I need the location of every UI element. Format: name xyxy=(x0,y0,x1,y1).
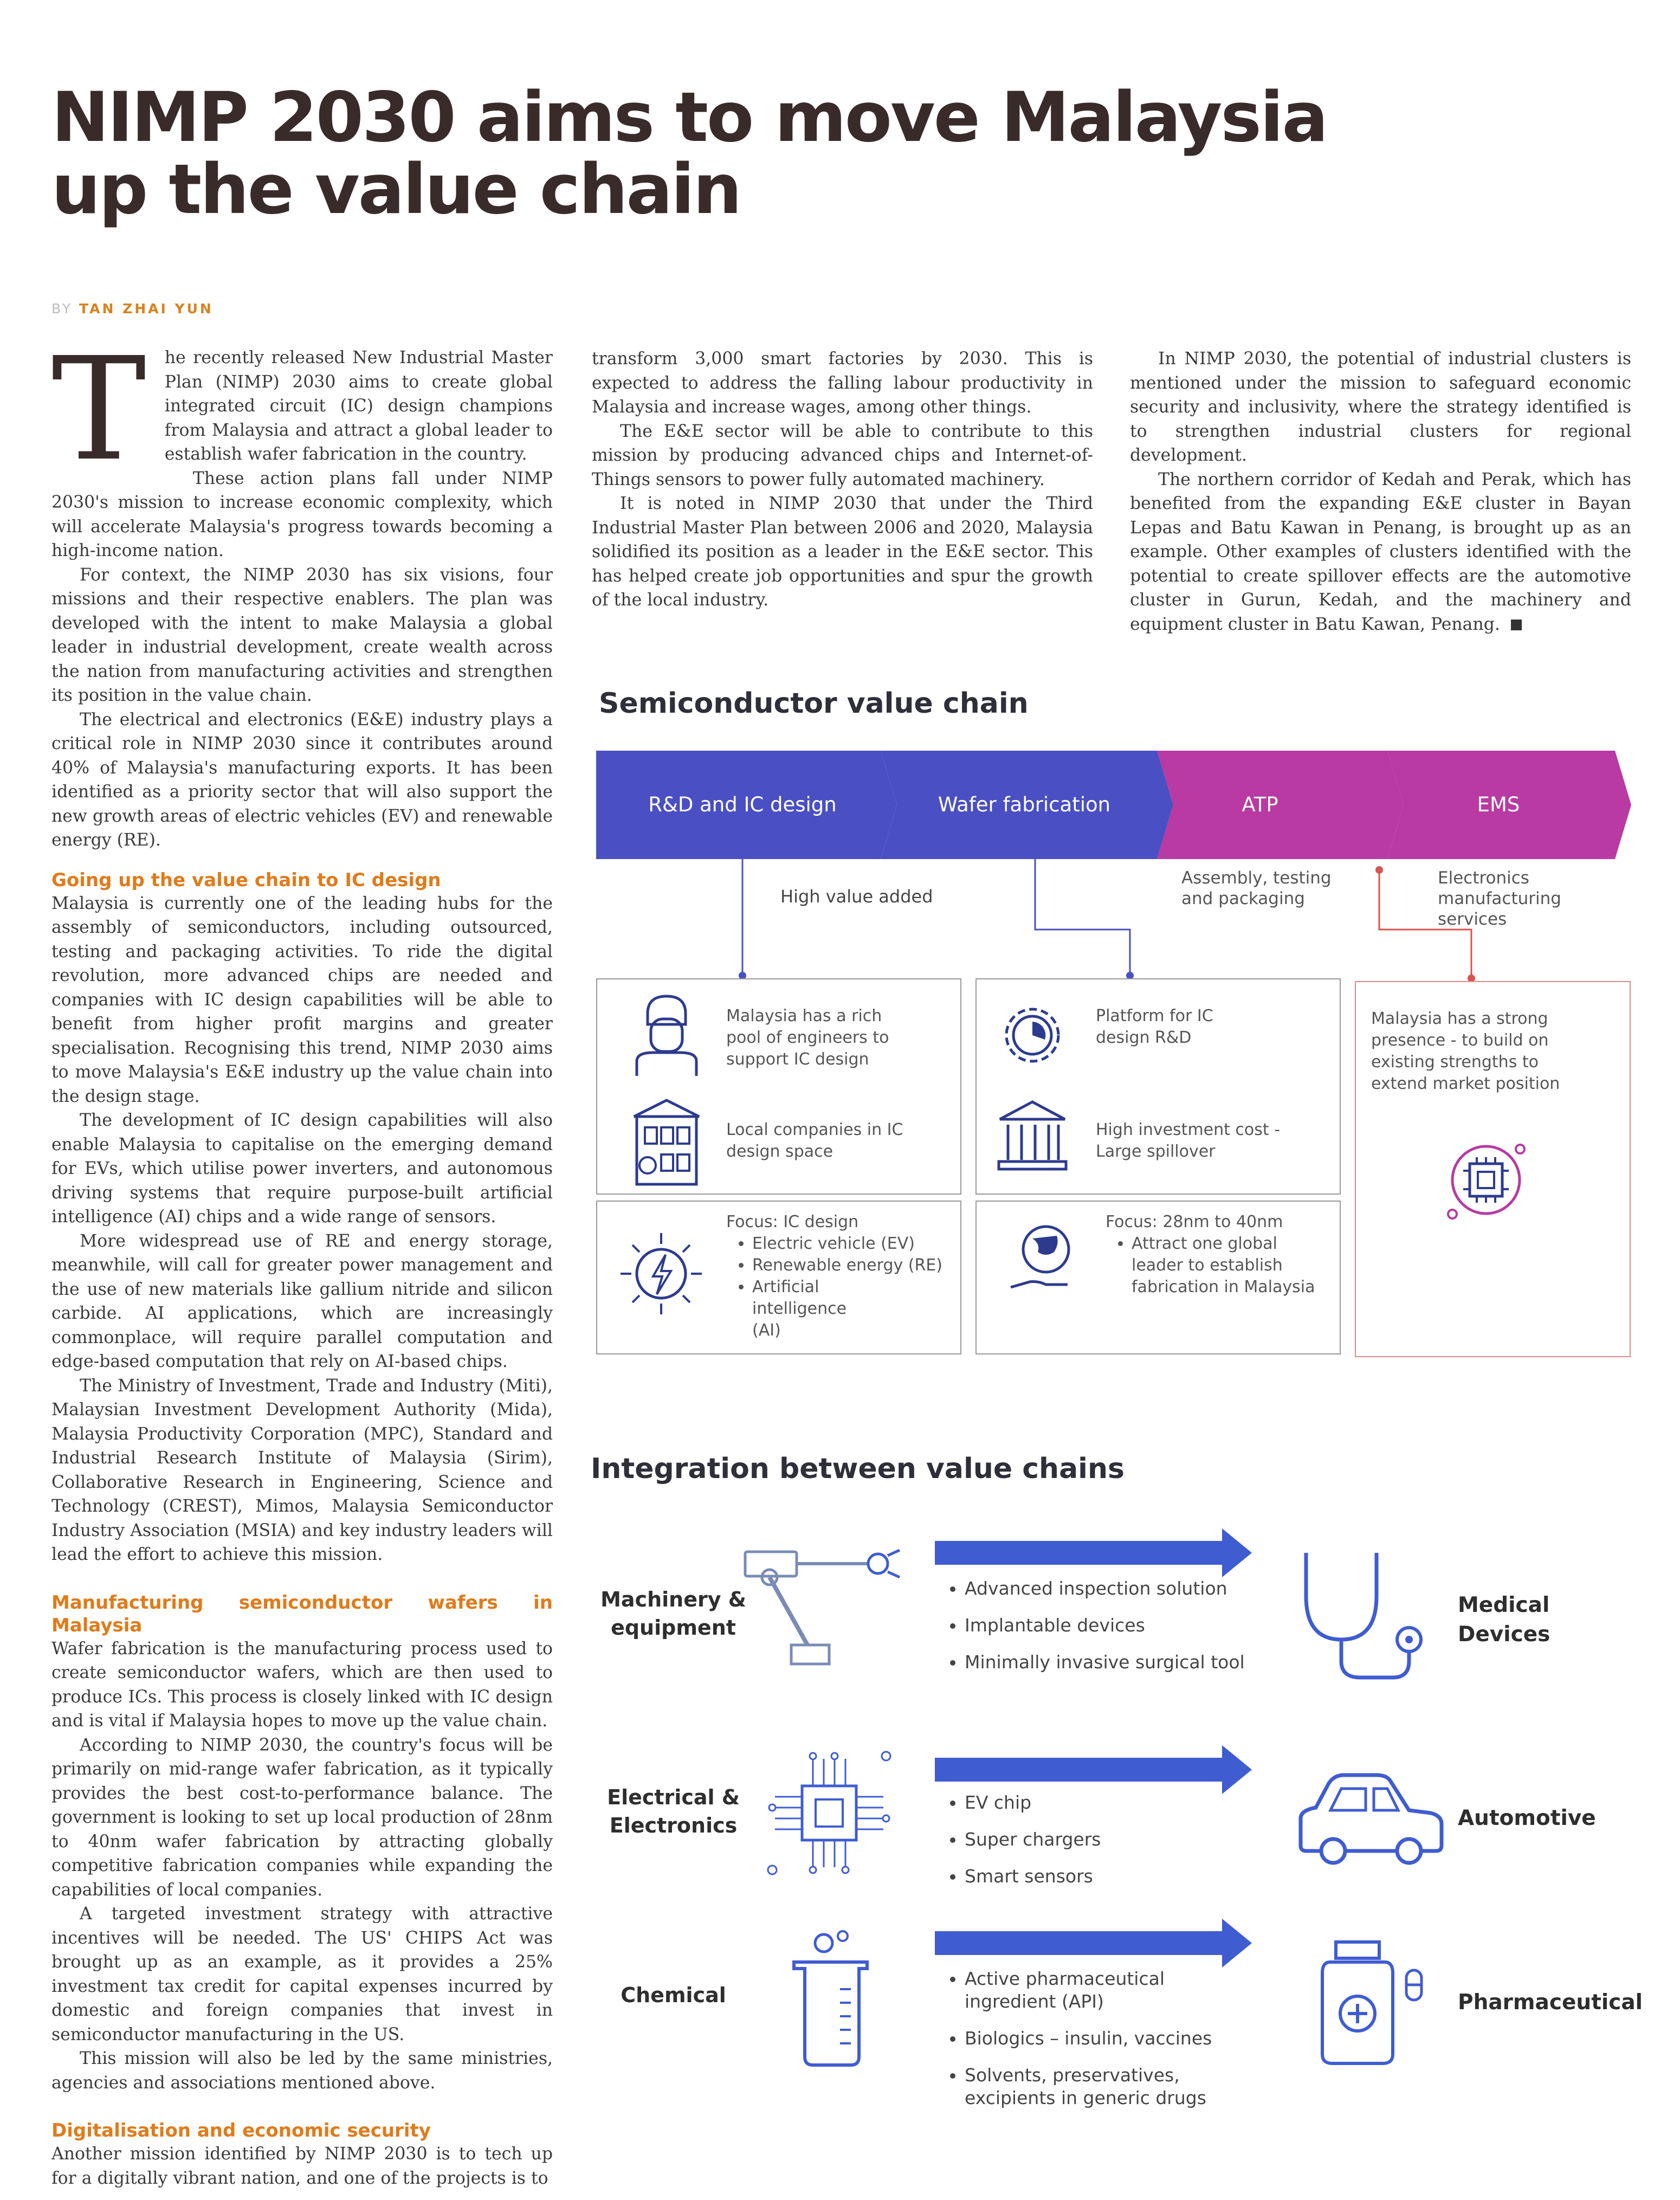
paragraph-text: he recently released New Industrial Master Plan (NIMP) 2030 aims to create global integrated circuit (IC) design champions from Malaysia and attract a global leader to establish wafer fabrication in the country. xyxy=(164,348,553,464)
wafer-text-investment: High investment cost - Large spillover xyxy=(1096,1120,1281,1161)
row-label-chemical xyxy=(585,1981,761,2009)
integration-arrow-2 xyxy=(935,1743,1255,1797)
stage-label-wafer: Wafer fabrication xyxy=(938,793,1111,816)
byline-prefix: BY xyxy=(51,301,73,317)
integration-arrow-3 xyxy=(935,1916,1255,1970)
title-line-2: up the value chain xyxy=(51,149,741,229)
article-title xyxy=(51,77,1352,229)
output-item: • Smart sensors xyxy=(965,1865,1257,1888)
paragraph xyxy=(51,327,553,492)
paragraph: This mission will also be led by the same ministries, agencies and associations mentioned above. xyxy=(51,2049,553,2093)
paragraph: Malaysia is currently one of the leading hubs for the assembly of semiconductors, including outsourced, testing and packaging activities. To ride the digital revolution, more advanced chips are needed and companies with IC design capabilities will be able to benefit from higher profit margins and greater specialisation. Recognising this trend, NIMP 2030 aims to move Malaysia's E&E industry up the value chain into the design stage. xyxy=(51,893,553,1106)
row-label-line: Chemical xyxy=(621,1983,726,2007)
atp-subtitle-1: Assembly, testing xyxy=(1181,868,1332,888)
wafer-focus-text xyxy=(1106,1211,1322,1298)
figure-title-integration: Integration between value chains xyxy=(591,1453,1125,1485)
wafer-focus-item: • Attract one global leader to establish fabrication in Malaysia xyxy=(1132,1233,1322,1298)
ems-subtitle-3: services xyxy=(1438,909,1507,929)
output-item: • Minimally invasive surgical tool xyxy=(965,1651,1257,1674)
title-line-1: NIMP 2030 aims to move Malaysia xyxy=(51,77,1327,157)
paragraph: Another mission identified by NIMP 2030 is to tech up for a digitally vibrant nation, and one of the projects is to xyxy=(51,2144,553,2188)
robot-arm-icon xyxy=(742,1547,921,1672)
drop-cap: T xyxy=(51,327,146,492)
article-column-1 xyxy=(51,327,553,2190)
rd-focus-list xyxy=(726,1233,954,1341)
wafer-focus-label: Focus: 28nm to 40nm xyxy=(1106,1212,1283,1231)
value-chain-arrows xyxy=(596,751,1631,859)
paragraph: These action plans fall under NIMP 2030's mission to increase economic complexity, which will accelerate Malaysia's progress towards becoming a high-income nation. xyxy=(51,468,553,560)
paragraph: More widespread use of RE and energy storage, meanwhile, will call for greater power management and the use of new materials like gallium nitride and silicon carbide. AI applications, which are increasingly commonplace, will require parallel computation and edge-based computation that rely on AI-based chips. xyxy=(51,1231,553,1371)
sector-label-line: Devices xyxy=(1458,1622,1550,1647)
gear-chart-icon xyxy=(994,997,1070,1073)
energy-icon xyxy=(618,1230,705,1317)
ems-text: Malaysia has a strong presence - to build on existing strengths to extend market position xyxy=(1371,1009,1560,1093)
stage-arrow-atp xyxy=(1157,751,1404,859)
row-label-machinery xyxy=(585,1585,761,1642)
sector-label-line: Automotive xyxy=(1458,1806,1596,1830)
wafer-focus-list xyxy=(1106,1233,1322,1298)
paragraph xyxy=(1130,468,1631,637)
ems-subtitle-2: manufacturing xyxy=(1438,889,1561,908)
electrical-outputs-list xyxy=(938,1791,1257,1902)
rd-text-engineers: Malaysia has a rich pool of engineers to support IC design xyxy=(726,1007,889,1069)
section-heading: Manufacturing semiconductor wafers in Malaysia xyxy=(51,1591,553,1636)
row-label-line: Electrical & xyxy=(607,1785,740,1809)
byline xyxy=(51,301,214,317)
row-label-electrical xyxy=(585,1783,761,1840)
stage-label-atp: ATP xyxy=(1242,793,1278,816)
rd-focus-text xyxy=(726,1211,954,1341)
byline-author: TAN ZHAI YUN xyxy=(79,301,214,317)
rd-focus-label: Focus: IC design xyxy=(726,1212,859,1231)
engineer-icon xyxy=(631,992,702,1079)
bank-icon xyxy=(994,1098,1070,1173)
globe-hand-icon xyxy=(1008,1222,1078,1298)
integration-arrow-1 xyxy=(935,1526,1255,1580)
output-item: • Active pharmaceutical ingredient (API) xyxy=(965,1967,1257,2013)
building-icon xyxy=(629,1095,705,1187)
paragraph-text: The northern corridor of Kedah and Perak, which has benefited from the expanding E&E cluster in Bayan Lepas and Batu Kawan in Penang, is brought up as an example. Other examples of clusters identified with the potential to create spillover effects are the automotive cluster in Gurun, Kedah, and the machinery and equipment cluster in Batu Kawan, Penang. xyxy=(1130,469,1631,634)
circuit-chip-icon xyxy=(764,1748,894,1878)
output-item: • Biologics – insulin, vaccines xyxy=(965,2027,1257,2050)
machinery-outputs-list xyxy=(938,1577,1257,1688)
rd-focus-item: • Electric vehicle (EV) xyxy=(752,1233,954,1255)
output-item: • Advanced inspection solution xyxy=(965,1577,1257,1600)
chip-icon xyxy=(1439,1133,1534,1228)
row-label-line: Machinery & xyxy=(600,1588,746,1611)
rd-text-local-companies: Local companies in IC design space xyxy=(726,1120,903,1161)
sector-automotive xyxy=(1458,1804,1596,1833)
sector-pharmaceutical xyxy=(1458,1988,1643,2017)
article-column-2 xyxy=(592,347,1093,612)
figure-title-value-chain: Semiconductor value chain xyxy=(599,687,1029,720)
atp-subtitle-2: and packaging xyxy=(1181,889,1305,908)
sector-label-line: Pharmaceutical xyxy=(1458,1990,1643,2015)
paragraph: In NIMP 2030, the potential of industrial clusters is mentioned under the mission to safeguard economic security and inclusivity, where the strategy identified is to strengthen industrial clusters for regional development. xyxy=(1130,349,1631,465)
paragraph: It is noted in NIMP 2030 that under the Third Industrial Master Plan between 2006 and 2020, Malaysia solidified its position as a leader in the E&E sector. This has helped create job opportunities and spur the growth of the local industry. xyxy=(592,494,1093,610)
rd-focus-item: • Artificial intelligence (AI) xyxy=(752,1276,861,1341)
paragraph: According to NIMP 2030, the country's focus will be primarily on mid-range wafer fabrication, as it typically provides the best cost-to-performance balance. The government is looking to set up local production of 28nm to 40nm wafer fabrication by attracting globally competitive fabrication companies while expanding the capabilities of local companies. xyxy=(51,1735,553,1900)
output-item: • Implantable devices xyxy=(965,1614,1257,1637)
wafer-text-platform: Platform for IC design R&D xyxy=(1096,1007,1213,1047)
paragraph: The electrical and electronics (E&E) industry plays a critical role in NIMP 2030 since it contributes around 40% of Malaysia's manufacturing exports. It has been identified as a priority sector that will also support the new growth areas of electric vehicles (EV) and renewable energy (RE). xyxy=(51,709,553,850)
chemical-outputs-list xyxy=(938,1967,1257,2124)
paragraph: transform 3,000 smart factories by 2030. This is expected to address the falling labour productivity in Malaysia and increase wages, among other things. xyxy=(592,349,1093,417)
high-value-added-label: High value added xyxy=(780,886,933,907)
paragraph: A targeted investment strategy with attractive incentives will be needed. The US' CHIPS Act was brought up as an example, as it provides a 25% investment tax credit for capital expenses incurred by domestic and foreign companies that invest in semiconductor manufacturing in the US. xyxy=(51,1904,553,2044)
section-heading: Going up the value chain to IC design xyxy=(51,869,441,891)
paragraph: For context, the NIMP 2030 has six visions, four missions and their respective enablers. The plan was developed with the intent to make Malaysia a global leader in industrial development, create wealth across the nation from manufacturing activities and strengthen its position in the value chain. xyxy=(51,565,553,705)
end-mark-icon xyxy=(1511,620,1522,630)
stethoscope-icon xyxy=(1295,1547,1436,1683)
output-item: • EV chip xyxy=(965,1791,1257,1814)
rd-focus-item: • Renewable energy (RE) xyxy=(752,1255,954,1276)
article-column-3 xyxy=(1130,347,1631,636)
row-label-line: Electronics xyxy=(609,1814,738,1837)
ems-subtitle-1: Electronics xyxy=(1438,868,1529,888)
medicine-bottle-icon xyxy=(1317,1938,1431,2068)
sector-medical-devices xyxy=(1458,1591,1550,1649)
output-item: • Super chargers xyxy=(965,1828,1257,1851)
stage-label-ems: EMS xyxy=(1477,793,1520,816)
paragraph: The E&E sector will be able to contribute to this mission by producing advanced chips and Internet-of-Things sensors to power fully automated machinery. xyxy=(592,421,1093,489)
beaker-icon xyxy=(789,1930,875,2070)
row-label-line: equipment xyxy=(611,1616,736,1640)
section-heading: Digitalisation and economic security xyxy=(51,2120,431,2141)
output-item: • Solvents, preservatives, excipients in generic drugs xyxy=(965,2064,1257,2109)
sector-label-line: Medical xyxy=(1458,1593,1550,1617)
stage-label-rd: R&D and IC design xyxy=(648,793,837,816)
paragraph: The Ministry of Investment, Trade and Industry (Miti), Malaysian Investment Development Authority (Mida), Malaysia Productivity Corporation (MPC), Standard and Industrial Research Institute of Malaysia (Sirim), Collaborative Research in Engineering, Science and Technology (CREST), Mimos, Malaysia Semiconductor Industry Association (MSIA) and key industry leaders will lead the effort to achieve this mission. xyxy=(51,1376,553,1564)
paragraph: The development of IC design capabilities will also enable Malaysia to capitalise on the emerging demand for EVs, which utilise power inverters, and autonomous driving systems that require purpose-built artificial intelligence (AI) chips and a wide range of sensors. xyxy=(51,1111,553,1227)
paragraph: Wafer fabrication is the manufacturing process used to create semiconductor wafers, which are then used to produce ICs. This process is closely linked with IC design and is vital if Malaysia hopes to move up the value chain. xyxy=(51,1638,553,1731)
car-icon xyxy=(1295,1764,1447,1867)
value-chain-connectors xyxy=(596,859,1631,984)
